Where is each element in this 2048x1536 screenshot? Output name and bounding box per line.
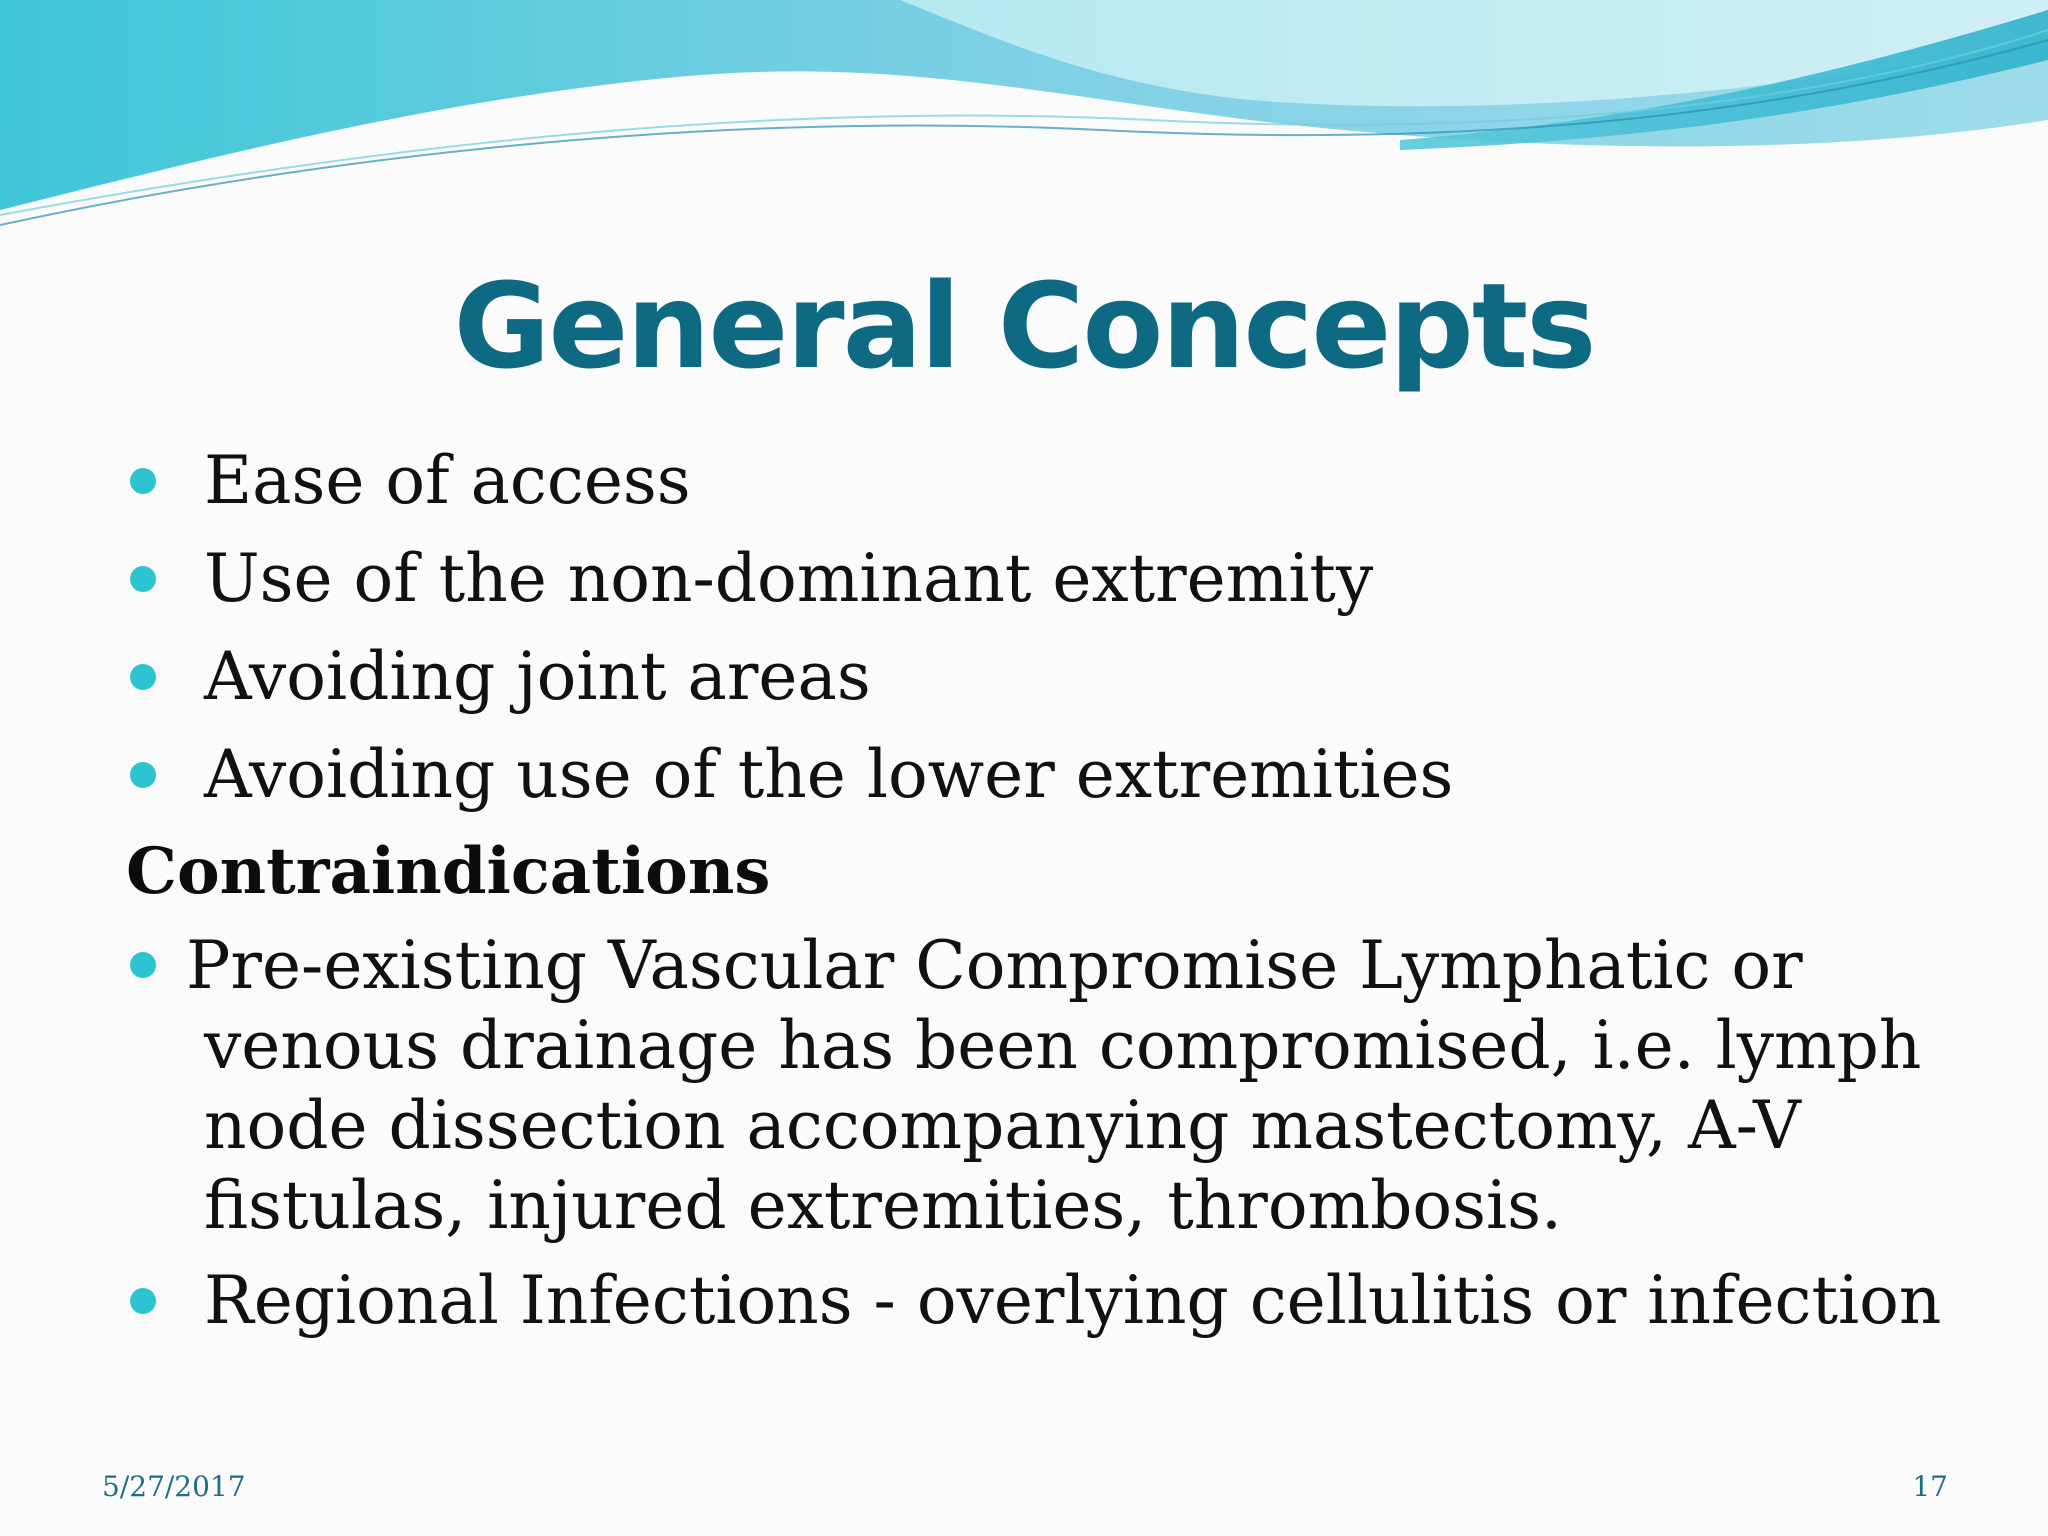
bullet-item (126, 530, 1946, 628)
bullet-text: Avoiding use of the lower extremities (204, 736, 1454, 813)
decorative-wave-header (0, 0, 2048, 240)
bullet-dot-icon (130, 664, 156, 690)
bullet-item (126, 926, 1946, 1246)
footer-page-number: 17 (1912, 1470, 1948, 1503)
bullet-text: Ease of access (204, 442, 691, 519)
bullet-item (126, 726, 1946, 824)
bullet-item (126, 1252, 1946, 1350)
footer-date: 5/27/2017 (102, 1470, 246, 1503)
bullet-text: Pre-existing Vascular Compromise Lymphatic or venous drainage has been compromised, i.e. lymph node dissection accompanying mastectomy, A-V fistulas, injured extremities, thrombosis. (186, 927, 1922, 1244)
bullet-text: Regional Infections - overlying cellulitis or infection (204, 1262, 1942, 1339)
slide-title: General Concepts (453, 257, 1595, 395)
bullet-dot-icon (130, 762, 156, 788)
bullet-dot-icon (130, 468, 156, 494)
bullet-dot-icon (130, 566, 156, 592)
bullet-item (126, 432, 1946, 530)
slide-content (126, 432, 1946, 1350)
bullet-dot-icon (130, 952, 156, 978)
bullet-dot-icon (130, 1288, 156, 1314)
bullet-item (126, 628, 1946, 726)
bullet-text: Avoiding joint areas (204, 638, 871, 715)
bullet-text: Use of the non-dominant extremity (204, 540, 1374, 617)
section-heading: Contraindications (126, 834, 771, 909)
